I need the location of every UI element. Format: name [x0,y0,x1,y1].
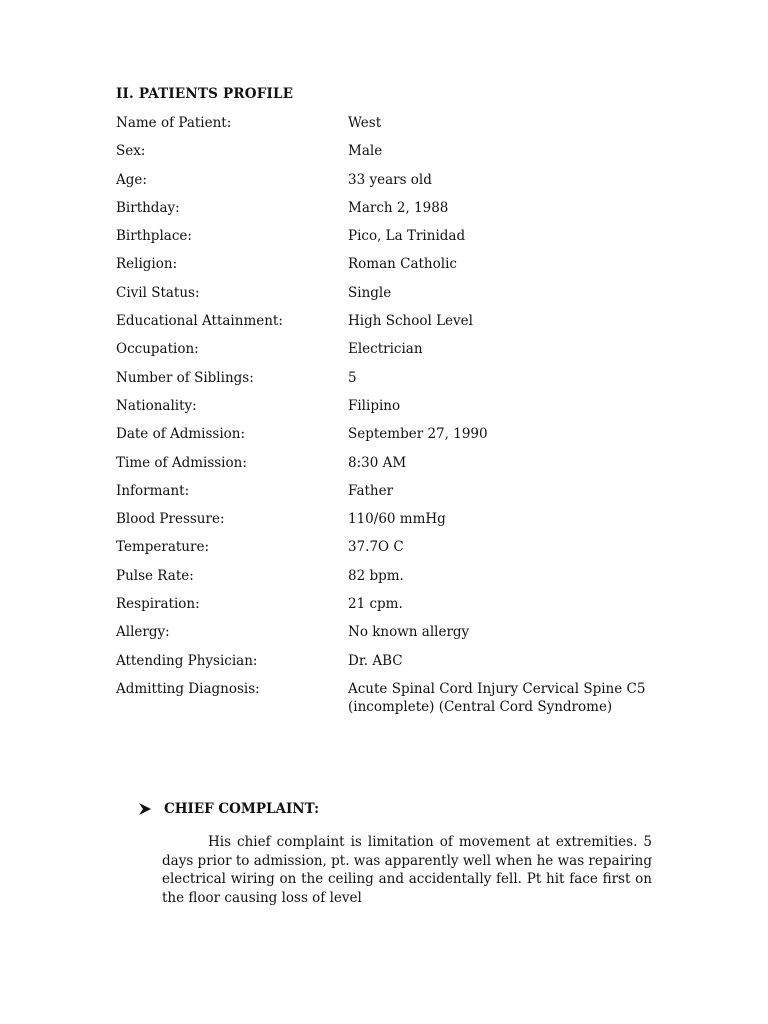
profile-label: Time of Admission: [116,454,247,471]
profile-label: Blood Pressure: [116,511,225,528]
profile-value: Dr. ABC [348,652,403,669]
profile-label: Temperature: [116,539,209,556]
profile-row [116,284,676,312]
profile-label: Nationality: [116,397,197,414]
profile-label: Attending Physician: [116,652,258,669]
profile-label: Age: [116,171,147,188]
profile-value: 5 [348,369,357,386]
profile-label: Number of Siblings: [116,369,254,386]
profile-value: Acute Spinal Cord Injury Cervical Spine C5 (incomplete) (Central Cord Syndrome) [348,680,646,716]
profile-row [116,567,676,595]
profile-value: Roman Catholic [348,256,457,273]
profile-row [116,255,676,283]
profile-label: Sex: [116,143,146,160]
profile-value: March 2, 1988 [348,199,449,216]
section-title: II. PATIENTS PROFILE [116,86,294,102]
profile-label: Occupation: [116,341,199,358]
profile-value: 8:30 AM [348,454,407,471]
profile-value: 33 years old [348,171,432,188]
profile-row [116,142,676,170]
profile-row [116,595,676,623]
profile-row [116,482,676,510]
profile-row [116,425,676,453]
profile-row [116,454,676,482]
profile-row [116,538,676,566]
profile-label: Birthplace: [116,228,192,245]
chief-complaint-paragraph: His chief complaint is limitation of movement at extremities. 5 days prior to admission, pt. was apparently well when he was repairing electrical wiring on the ceiling and accidentally fell. Pt hit face first on the floor causing loss of level [162,834,652,906]
profile-row [116,227,676,255]
profile-value: 37.7O C [348,539,404,556]
profile-label: Birthday: [116,199,180,216]
profile-row [116,199,676,227]
profile-row [116,510,676,538]
chief-complaint-heading [138,801,319,817]
profile-label: Allergy: [116,624,170,641]
profile-label: Date of Admission: [116,426,246,443]
profile-row [116,171,676,199]
profile-value: Filipino [348,397,401,414]
profile-label: Admitting Diagnosis: [116,680,260,697]
profile-value: Father [348,482,394,499]
profile-label: Religion: [116,256,178,273]
patient-profile-table [116,114,676,717]
profile-value: Single [348,284,392,301]
profile-row [116,652,676,680]
profile-row [116,623,676,651]
profile-value: Male [348,143,383,160]
profile-label: Name of Patient: [116,115,232,131]
profile-row [116,397,676,425]
profile-value: 21 cpm. [348,596,403,613]
profile-row [116,340,676,368]
profile-row [116,312,676,340]
profile-row [116,680,676,717]
profile-label: Pulse Rate: [116,567,194,584]
profile-row [116,114,676,142]
profile-value: Electrician [348,341,423,358]
profile-value: September 27, 1990 [348,426,488,443]
profile-label: Educational Attainment: [116,313,283,330]
profile-row [116,369,676,397]
chief-complaint-title: CHIEF COMPLAINT: [164,801,320,817]
profile-label: Civil Status: [116,284,200,301]
profile-value: No known allergy [348,624,470,641]
profile-value: 110/60 mmHg [348,511,446,528]
profile-value: West [348,115,382,131]
profile-label: Respiration: [116,596,200,613]
profile-value: 82 bpm. [348,567,404,584]
profile-value: High School Level [348,313,473,330]
profile-value: Pico, La Trinidad [348,228,466,245]
profile-label: Informant: [116,482,190,499]
arrowhead-bullet-icon [138,802,152,816]
